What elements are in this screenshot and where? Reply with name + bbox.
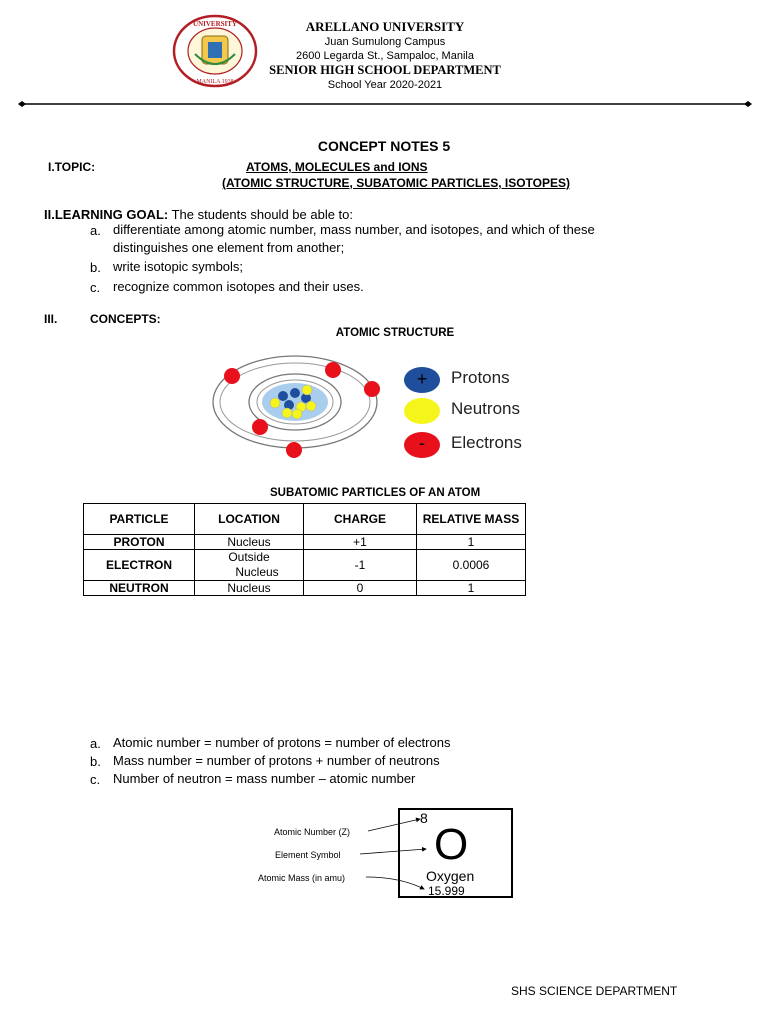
page-title: CONCEPT NOTES 5 [317,138,451,154]
neutron [302,385,312,395]
formula-letter: b. [90,754,101,769]
goal-letter: b. [90,260,101,275]
learning-goal-heading [44,207,353,222]
atomic-mass: 15.999 [428,884,465,898]
topic-line-2: (ATOMIC STRUCTURE, SUBATOMIC PARTICLES, ISOTOPES) [222,176,571,190]
neutron [306,401,316,411]
element-name: Oxygen [426,868,475,884]
proton [290,388,300,398]
pointer-atomic-mass [366,877,424,889]
table-header: LOCATION [195,504,304,535]
table-cell: NEUTRON [84,581,195,596]
formula-letter: c. [90,772,101,787]
atomic-mass-label: Atomic Mass (in amu) [258,873,346,883]
electron [252,419,268,435]
table-cell: 1 [417,535,526,550]
concepts-numeral: III. [44,312,58,326]
electron-legend-label: Electrons [451,433,522,452]
formula-letter: a. [90,736,101,751]
university-name: ARELLANO UNIVERSITY [305,19,465,34]
topic-line-1: ATOMS, MOLECULES and IONS [246,160,428,174]
table-cell: 1 [417,581,526,596]
goal-text: distinguishes one element from another; [113,240,345,255]
table-header: RELATIVE MASS [417,504,526,535]
table-cell: +1 [304,535,417,550]
table-row [84,581,526,596]
neutron [282,408,292,418]
school-year: School Year 2020-2021 [327,79,443,91]
table-cell: 0 [304,581,417,596]
pointer-element-symbol [360,849,426,854]
footer-department: SHS SCIENCE DEPARTMENT [511,984,678,998]
table-cell-line: Outside [228,550,270,564]
formula-text: Number of neutron = mass number – atomic number [113,771,416,786]
electron [364,381,380,397]
campus-name: Juan Sumulong Campus [324,36,446,48]
atom-diagram [205,355,385,460]
table-row [84,535,526,550]
department-name: SENIOR HIGH SCHOOL DEPARTMENT [269,63,501,77]
atomic-number-label: Atomic Number (Z) [274,827,351,837]
topic-label: I.TOPIC: [48,160,96,174]
table-cell-line: Nucleus [235,565,279,579]
element-symbol: O [434,820,469,869]
goal-text: write isotopic symbols; [113,259,244,274]
svg-text:MANILA 1938: MANILA 1938 [196,79,234,85]
table-cell: 0.0006 [417,550,526,581]
table-header: CHARGE [304,504,417,535]
subatomic-particles-table [83,503,526,596]
table-cell: -1 [304,550,417,581]
element-symbol-label: Element Symbol [275,850,341,860]
electron-legend-swatch: - [404,432,440,458]
label-pointers [360,815,440,895]
atomic-structure-title: ATOMIC STRUCTURE [335,327,455,339]
learning-goal-intro: The students should be able to: [168,207,353,222]
atomic-number: 8 [420,810,428,826]
neutron [270,398,280,408]
electron [325,362,341,378]
neutron [292,409,302,419]
table-cell: ELECTRON [84,550,195,581]
table-row [84,550,526,581]
svg-text:UNIVERSITY: UNIVERSITY [193,20,237,28]
table-title: SUBATOMIC PARTICLES OF AN ATOM [270,487,481,499]
concepts-label: CONCEPTS: [90,312,161,326]
table-cell: Nucleus [195,535,304,550]
goal-text: differentiate among atomic number, mass number, and isotopes, and which of these [113,222,595,237]
campus-address: 2600 Legarda St., Sampaloc, Manila [296,50,474,62]
proton-legend-label: Protons [451,368,510,387]
learning-goal-label: II.LEARNING GOAL: [44,207,169,222]
formula-text: Mass number = number of protons + number of neutrons [113,753,440,768]
proton-legend-swatch: + [404,367,440,393]
pointer-atomic-number [368,819,420,831]
neutron-legend-label: Neutrons [451,399,520,418]
table-cell: Nucleus [195,581,304,596]
table-header: PARTICLE [84,504,195,535]
electron [286,442,302,458]
neutron-legend-swatch [404,398,440,424]
proton [278,391,288,401]
goal-letter: c. [90,280,101,295]
electron [224,368,240,384]
table-cell [195,550,304,581]
header-divider [18,96,752,106]
goal-text: recognize common isotopes and their uses. [113,279,364,294]
formula-text: Atomic number = number of protons = number of electrons [113,735,451,750]
goal-letter: a. [90,223,101,238]
table-cell: PROTON [84,535,195,550]
table-header-row [84,504,526,535]
